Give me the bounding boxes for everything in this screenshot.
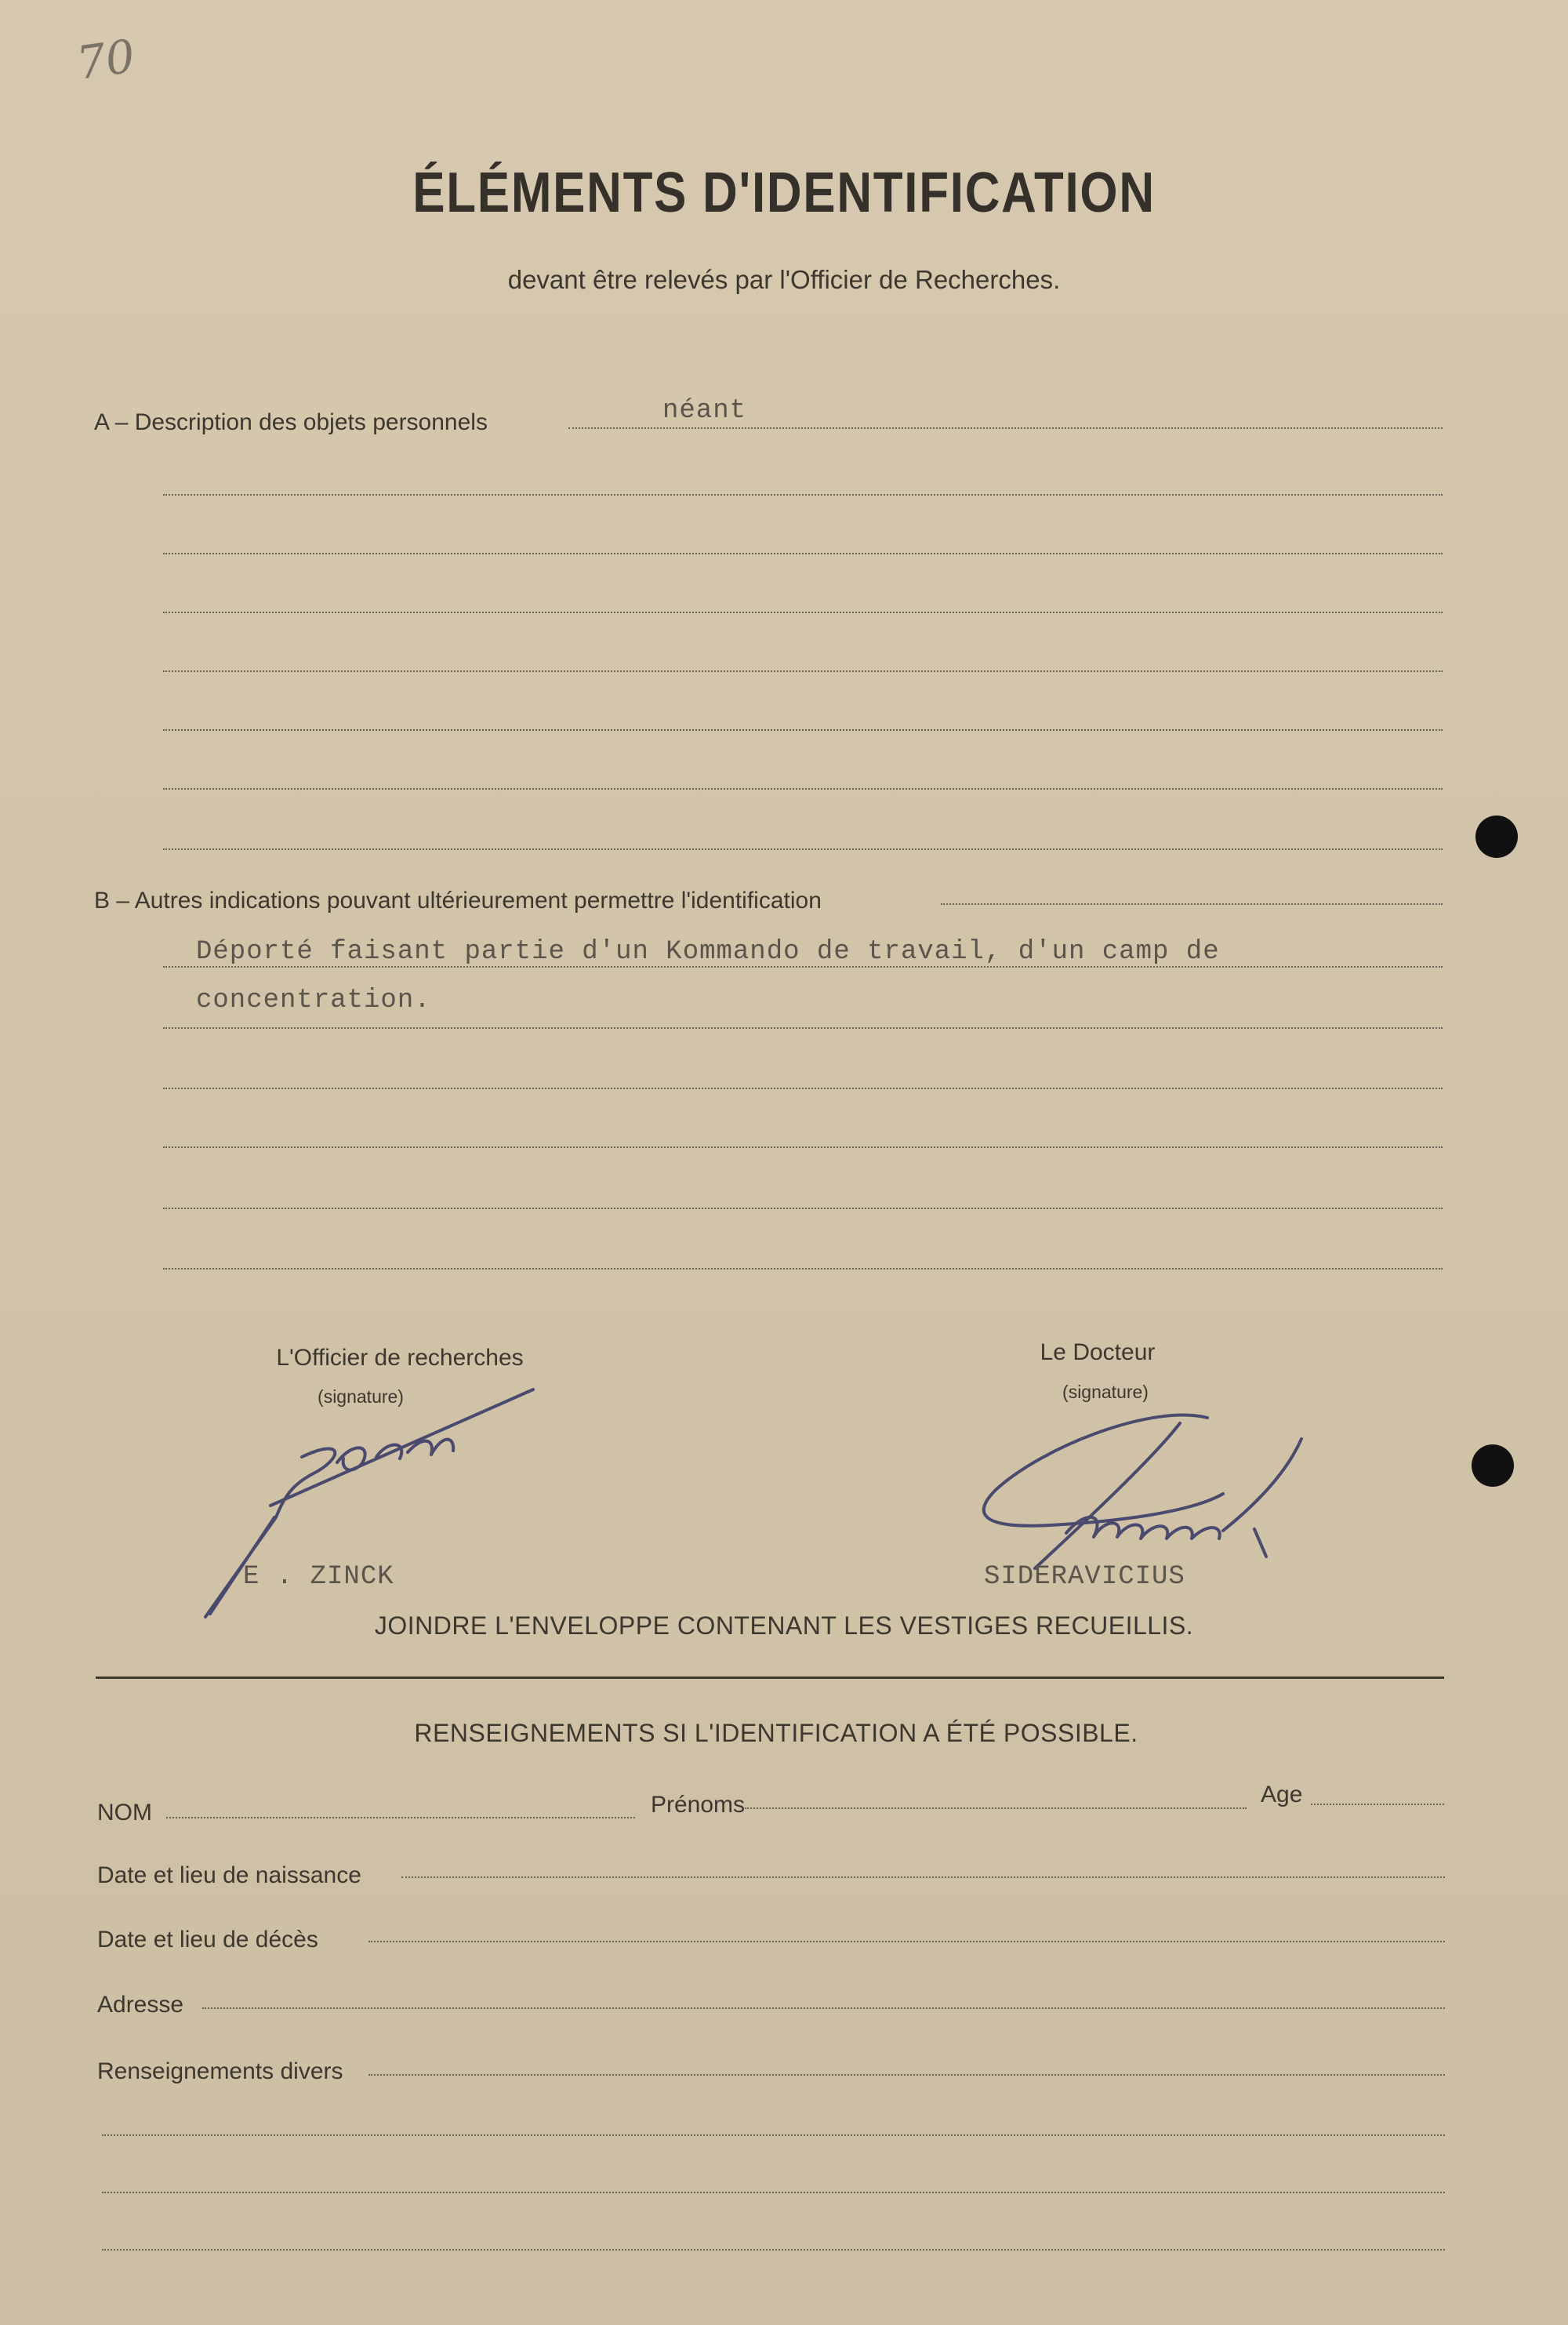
doctor-signature-note: (signature)	[1062, 1382, 1149, 1402]
age-label: Age	[1261, 1782, 1303, 1807]
officer-title: L'Officier de recherches	[276, 1345, 524, 1371]
adresse-field	[202, 2007, 1445, 2009]
divers-label: Renseignements divers	[97, 2058, 343, 2084]
doctor-title: Le Docteur	[1040, 1339, 1156, 1365]
divers-field	[368, 2074, 1445, 2076]
section-b-text-line2: concentration.	[196, 986, 431, 1015]
section-a-label: A – Description des objets personnels	[94, 409, 488, 435]
blank-line	[102, 2192, 1445, 2193]
adresse-label: Adresse	[97, 1992, 184, 2018]
page-subtitle: devant être relevés par l'Officier de Recherches.	[507, 265, 1061, 294]
punch-hole	[1472, 1444, 1514, 1487]
prenoms-field	[745, 1807, 1247, 1809]
section-b-label: B – Autres indications pouvant ultérieurement permettre l'identification	[94, 888, 822, 914]
age-field	[1311, 1804, 1444, 1805]
doctor-signature	[984, 1415, 1301, 1568]
section-b-text-line1: Déporté faisant partie d'un Kommando de travail, d'un camp de	[196, 937, 1220, 967]
nom-label: NOM	[97, 1800, 152, 1825]
naissance-label: Date et lieu de naissance	[97, 1862, 361, 1888]
officer-name: E . ZINCK	[243, 1562, 394, 1592]
prenoms-label: Prénoms	[651, 1792, 746, 1818]
deces-field	[368, 1941, 1445, 1942]
nom-field	[166, 1817, 635, 1818]
doctor-name: SIDERAVICIUS	[984, 1562, 1185, 1592]
page-title: ÉLÉMENTS D'IDENTIFICATION	[412, 162, 1156, 224]
page-number: 70	[73, 29, 139, 90]
blank-line	[102, 2134, 1445, 2136]
section-divider	[96, 1677, 1444, 1679]
blank-line	[102, 2249, 1445, 2251]
naissance-field	[401, 1876, 1445, 1878]
deces-label: Date et lieu de décès	[97, 1927, 318, 1953]
officer-signature-note: (signature)	[318, 1386, 404, 1407]
identification-heading: RENSEIGNEMENTS SI L'IDENTIFICATION A ÉTÉ POSSIBLE.	[414, 1719, 1138, 1747]
section-a-value: néant	[662, 396, 747, 426]
join-instruction: JOINDRE L'ENVELOPPE CONTENANT LES VESTIGES RECUEILLIS.	[374, 1611, 1194, 1640]
